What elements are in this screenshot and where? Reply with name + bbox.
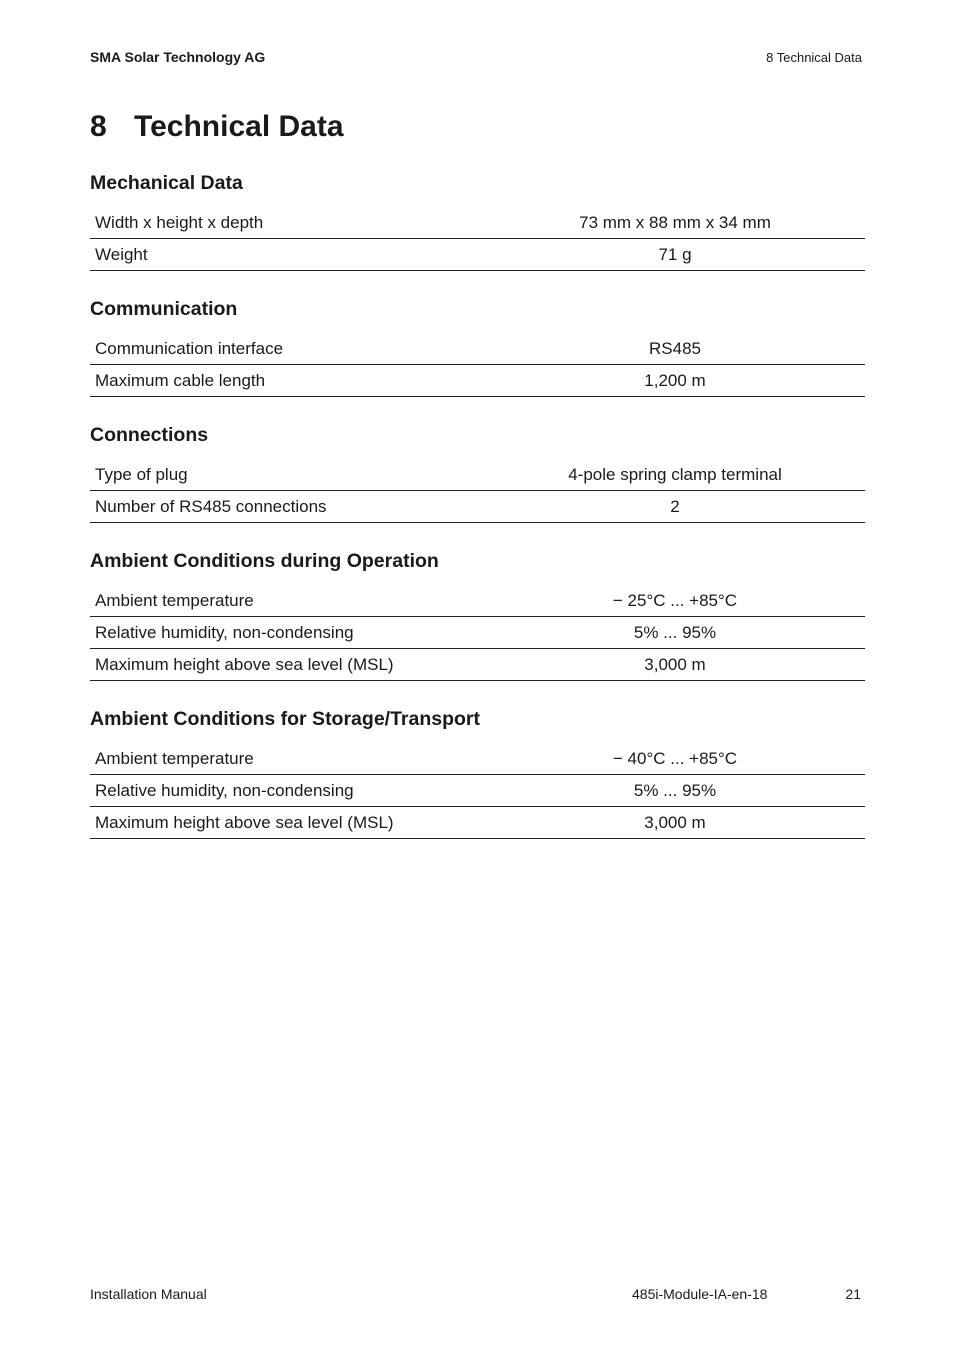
spec-value: 4-pole spring clamp terminal [485, 459, 865, 491]
table-row [90, 459, 865, 491]
footer-page-number: 21 [845, 1286, 861, 1302]
spec-label: Number of RS485 connections [90, 491, 485, 523]
spec-value: 1,200 m [485, 365, 865, 397]
table-row [90, 585, 865, 617]
spec-content [90, 170, 865, 864]
page-title [90, 110, 344, 144]
chapter-title: Technical Data [134, 110, 344, 143]
footer-doc-code: 485i-Module-IA-en-18 [632, 1286, 768, 1302]
table-row [90, 491, 865, 523]
section-operation [90, 548, 865, 681]
spec-table [90, 207, 865, 271]
spec-table [90, 333, 865, 397]
section-mechanical [90, 170, 865, 271]
header-section: 8 Technical Data [766, 50, 862, 65]
spec-label: Maximum cable length [90, 365, 485, 397]
section-title: Ambient Conditions for Storage/Transport [90, 708, 481, 730]
table-row [90, 807, 865, 839]
spec-value: − 25°C ... +85°C [485, 585, 865, 617]
table-row [90, 365, 865, 397]
section-title: Connections [90, 424, 209, 446]
spec-table [90, 459, 865, 523]
section-communication [90, 296, 865, 397]
table-row [90, 333, 865, 365]
table-row [90, 207, 865, 239]
chapter-number: 8 [90, 110, 107, 143]
spec-label: Maximum height above sea level (MSL) [90, 649, 485, 681]
spec-value: 73 mm x 88 mm x 34 mm [485, 207, 865, 239]
table-row [90, 649, 865, 681]
spec-value: 3,000 m [485, 807, 865, 839]
footer-doc-title: Installation Manual [90, 1286, 207, 1302]
header-company: SMA Solar Technology AG [90, 49, 266, 65]
spec-value: 5% ... 95% [485, 775, 865, 807]
spec-value: 5% ... 95% [485, 617, 865, 649]
spec-value: RS485 [485, 333, 865, 365]
spec-label: Width x height x depth [90, 207, 485, 239]
spec-label: Communication interface [90, 333, 485, 365]
table-row [90, 775, 865, 807]
table-row [90, 239, 865, 271]
spec-label: Type of plug [90, 459, 485, 491]
section-connections [90, 422, 865, 523]
spec-label: Maximum height above sea level (MSL) [90, 807, 485, 839]
section-storage [90, 706, 865, 839]
spec-label: Relative humidity, non-condensing [90, 617, 485, 649]
spec-table [90, 743, 865, 839]
spec-table [90, 585, 865, 681]
spec-label: Ambient temperature [90, 585, 485, 617]
spec-label: Relative humidity, non-condensing [90, 775, 485, 807]
spec-label: Ambient temperature [90, 743, 485, 775]
spec-value: 2 [485, 491, 865, 523]
spec-value: 3,000 m [485, 649, 865, 681]
spec-label: Weight [90, 239, 485, 271]
table-row [90, 617, 865, 649]
section-title: Mechanical Data [90, 172, 243, 194]
section-title: Communication [90, 298, 238, 320]
table-row [90, 743, 865, 775]
spec-value: 71 g [485, 239, 865, 271]
spec-value: − 40°C ... +85°C [485, 743, 865, 775]
section-title: Ambient Conditions during Operation [90, 550, 439, 572]
